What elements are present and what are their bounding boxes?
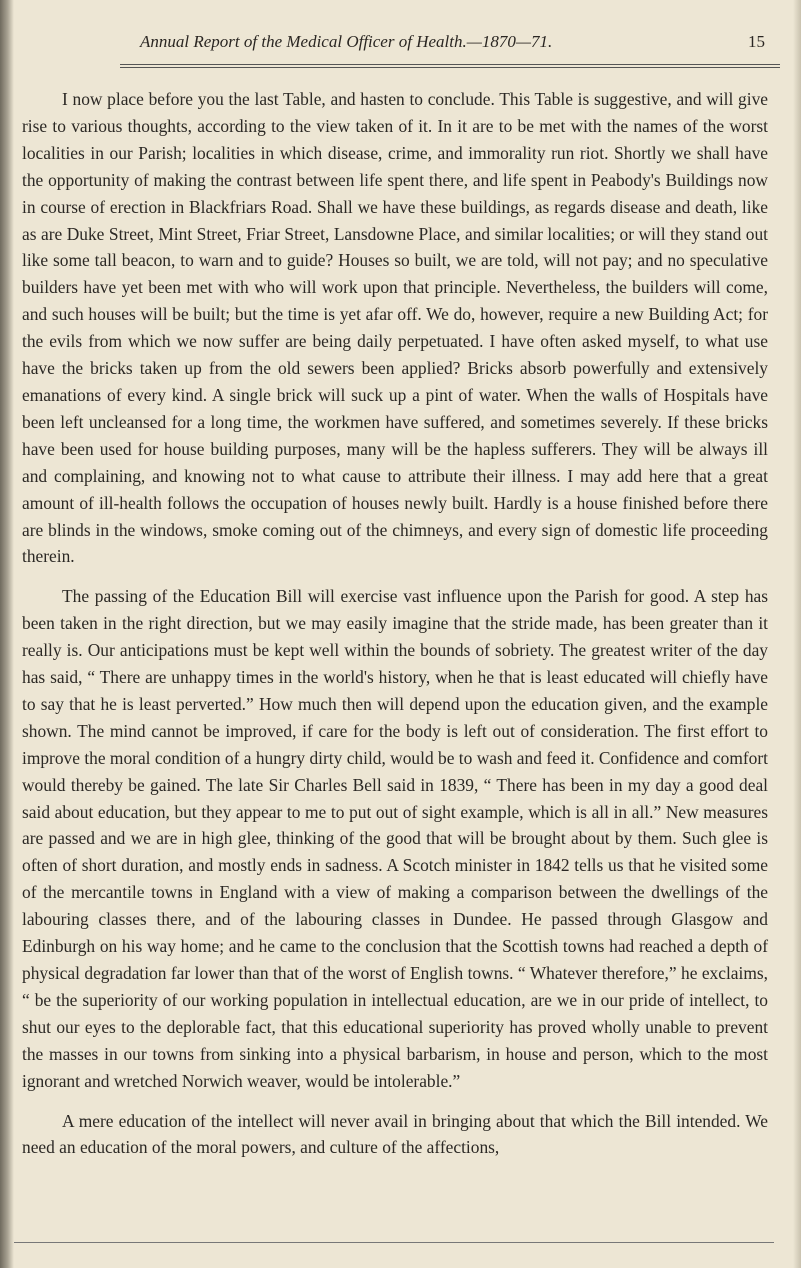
header-rule-double bbox=[120, 67, 780, 68]
header-title: Annual Report of the Medical Officer of Health.—1870—71. bbox=[140, 32, 553, 51]
page-number: 15 bbox=[748, 32, 765, 51]
running-header bbox=[120, 30, 780, 58]
page-binding-shadow bbox=[0, 0, 14, 1268]
body-text bbox=[22, 86, 768, 1174]
paragraph: A mere education of the intellect will never avail in bringing about that which the Bill intended. We need an education of the moral powers, and culture of the affections, bbox=[22, 1110, 768, 1158]
paragraph: I now place before you the last Table, and hasten to conclude. This Table is suggestive, and will give rise to various thoughts, according to the view taken of it. In it are to be met with the names of the worst localities in our Parish; localities in which disease, crime, and immorality run riot. Shortly we shall have the opportunity of making the contrast between life spent there, and life spent in Peabody's Buildings now in course of erection in Blackfriars Road. Shall we have these buildings, as regards disease and death, like as are Duke Street, Mint Street, Friar Street, Lansdowne Place, and similar localities; or will they stand out like some tall beacon, to warn and to guide? Houses so built, we are told, will not pay; and no speculative builders have yet been met with who will work upon that principle. Nevertheless, the builders will come, and such houses will be built; but the time is yet afar off. We do, however, require a new Building Act; for the evils from which we now suffer are being daily perpetuated. I have often asked myself, to what use have the bricks taken up from the old sewers been applied? Bricks absorb powerfully and extensively emanations of every kind. A single brick will suck up a pint of water. When the walls of Hospitals have been left uncleansed for a long time, the workmen have suffered, and sometimes severely. If these bricks have been used for house building purposes, many will be the hapless sufferers. They will be always ill and complaining, and knowing not to what cause to attribute their illness. I may add here that a great amount of ill-health follows the occupation of houses newly built. Hardly is a house finished before there are blinds in the windows, smoke coming out of the chimneys, and every sign of domestic life proceeding therein. bbox=[22, 89, 768, 567]
page-edge-shadow bbox=[793, 0, 801, 1268]
footer-rule bbox=[14, 1242, 774, 1243]
header-rule bbox=[120, 64, 780, 65]
paragraph: The passing of the Education Bill will exercise vast influence upon the Parish for good. A step has been taken in the right direction, but we may easily imagine that the stride made, has been greater than it really is. Our anticipations must be kept well within the bounds of sobriety. The greatest writer of the day has said, “ There are unhappy times in the world's history, when he that is least educated will chiefly have to say that he is least perverted.” How much then will depend upon the education given, and the example shown. The mind cannot be improved, if care for the body is left out of consideration. The first effort to improve the moral condition of a hungry dirty child, would be to wash and feed it. Confidence and comfort would thereby be gained. The late Sir Charles Bell said in 1839, “ There has been in my day a good deal said about education, but they appear to me to put out of sight example, which is all in all.” New measures are passed and we are in high glee, thinking of the good that will be brought about by them. Such glee is often of short duration, and mostly ends in sadness. A Scotch minister in 1842 tells us that he visited some of the mercantile towns in England with a view of making a comparison between the dwellings of the labouring classes there, and of the labouring classes in Dundee. He passed through Glasgow and Edinburgh on his way home; and he came to the conclusion that the Scottish towns had reached a depth of physical degradation far lower than that of the worst of English towns. “ Whatever therefore,” he exclaims, “ be the superiority of our working population in intellectual education, are we in our pride of intellect, to shut our eyes to the deplorable fact, that this educational superiority has proved wholly unable to prevent the masses in our towns from sinking into a physical barbarism, in house and person, which to the most ignorant and wretched Norwich weaver, would be intolerable.” bbox=[22, 586, 768, 1091]
